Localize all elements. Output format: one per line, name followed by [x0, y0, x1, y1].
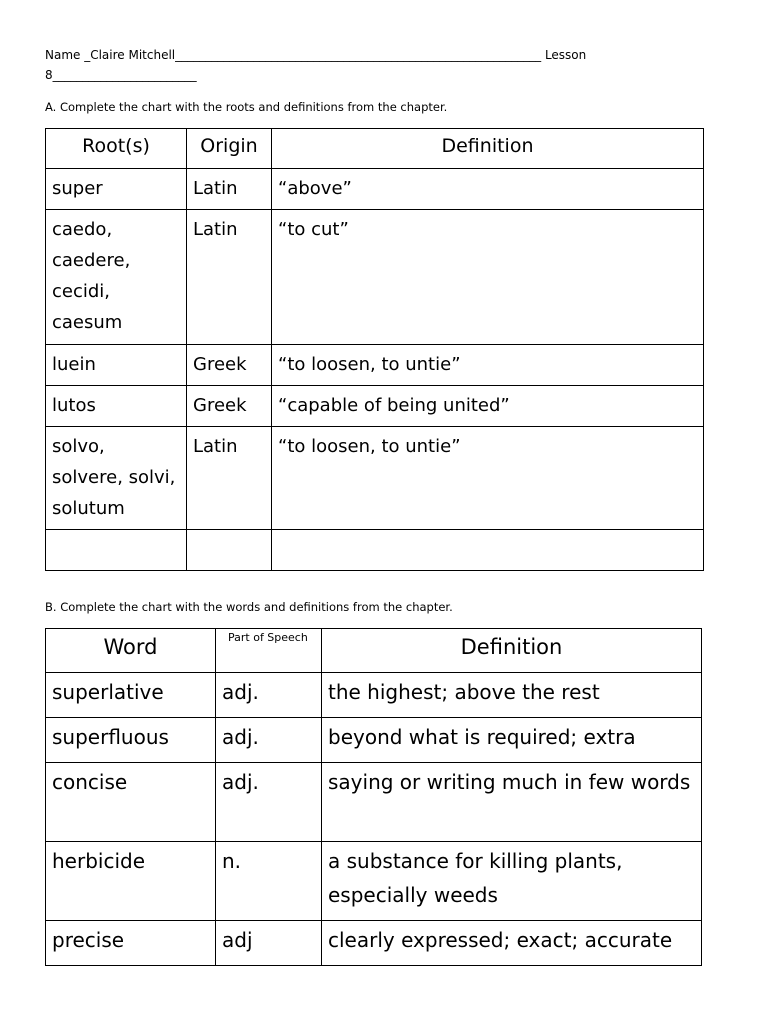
words-table	[45, 628, 702, 966]
table-row	[46, 842, 702, 921]
word-cell: superfluous	[46, 718, 216, 763]
word-cell: superlative	[46, 673, 216, 718]
roots-table	[45, 128, 704, 571]
root-cell: lutos	[46, 386, 187, 427]
header-definition: Definition	[322, 629, 702, 673]
table-row-empty	[46, 530, 704, 571]
table-row	[46, 718, 702, 763]
definition-cell: “above”	[272, 169, 704, 210]
table-row	[46, 921, 702, 966]
section-a-instruction: A. Complete the chart with the roots and definitions from the chapter.	[45, 100, 448, 114]
definition-cell: the highest; above the rest	[322, 673, 702, 718]
definition-cell: saying or writing much in few words	[322, 763, 702, 842]
definition-cell: a substance for killing plants, especially weeds	[322, 842, 702, 921]
root-cell-empty[interactable]	[46, 530, 187, 571]
origin-cell: Greek	[187, 345, 272, 386]
origin-cell: Latin	[187, 210, 272, 345]
origin-cell: Latin	[187, 427, 272, 530]
table-row	[46, 386, 704, 427]
words-table-header-row	[46, 629, 702, 673]
pos-cell: adj	[216, 921, 322, 966]
header-part-of-speech: Part of Speech	[216, 629, 322, 673]
pos-cell: n.	[216, 842, 322, 921]
table-row	[46, 427, 704, 530]
root-cell: super	[46, 169, 187, 210]
table-row	[46, 763, 702, 842]
table-row	[46, 345, 704, 386]
definition-cell: “to cut”	[272, 210, 704, 345]
header-word: Word	[46, 629, 216, 673]
table-row	[46, 673, 702, 718]
header-definition: Definition	[272, 129, 704, 169]
name-line: Name _Claire Mitchell_____________________________________________________________ Lesson	[45, 48, 587, 62]
root-cell: caedo, caedere, cecidi, caesum	[46, 210, 187, 345]
roots-table-header-row	[46, 129, 704, 169]
definition-cell: clearly expressed; exact; accurate	[322, 921, 702, 966]
lesson-number-line: 8________________________	[45, 68, 197, 82]
origin-cell: Greek	[187, 386, 272, 427]
pos-cell: adj.	[216, 763, 322, 842]
word-cell: herbicide	[46, 842, 216, 921]
section-b-instruction: B. Complete the chart with the words and definitions from the chapter.	[45, 600, 453, 614]
definition-cell: “to loosen, to untie”	[272, 345, 704, 386]
definition-cell-empty[interactable]	[272, 530, 704, 571]
pos-cell: adj.	[216, 718, 322, 763]
definition-cell: “to loosen, to untie”	[272, 427, 704, 530]
pos-cell: adj.	[216, 673, 322, 718]
header-roots: Root(s)	[46, 129, 187, 169]
header-origin: Origin	[187, 129, 272, 169]
root-cell: luein	[46, 345, 187, 386]
table-row	[46, 169, 704, 210]
definition-cell: “capable of being united”	[272, 386, 704, 427]
word-cell: precise	[46, 921, 216, 966]
root-cell: solvo, solvere, solvi, solutum	[46, 427, 187, 530]
definition-cell: beyond what is required; extra	[322, 718, 702, 763]
word-cell: concise	[46, 763, 216, 842]
table-row	[46, 210, 704, 345]
origin-cell: Latin	[187, 169, 272, 210]
origin-cell-empty[interactable]	[187, 530, 272, 571]
